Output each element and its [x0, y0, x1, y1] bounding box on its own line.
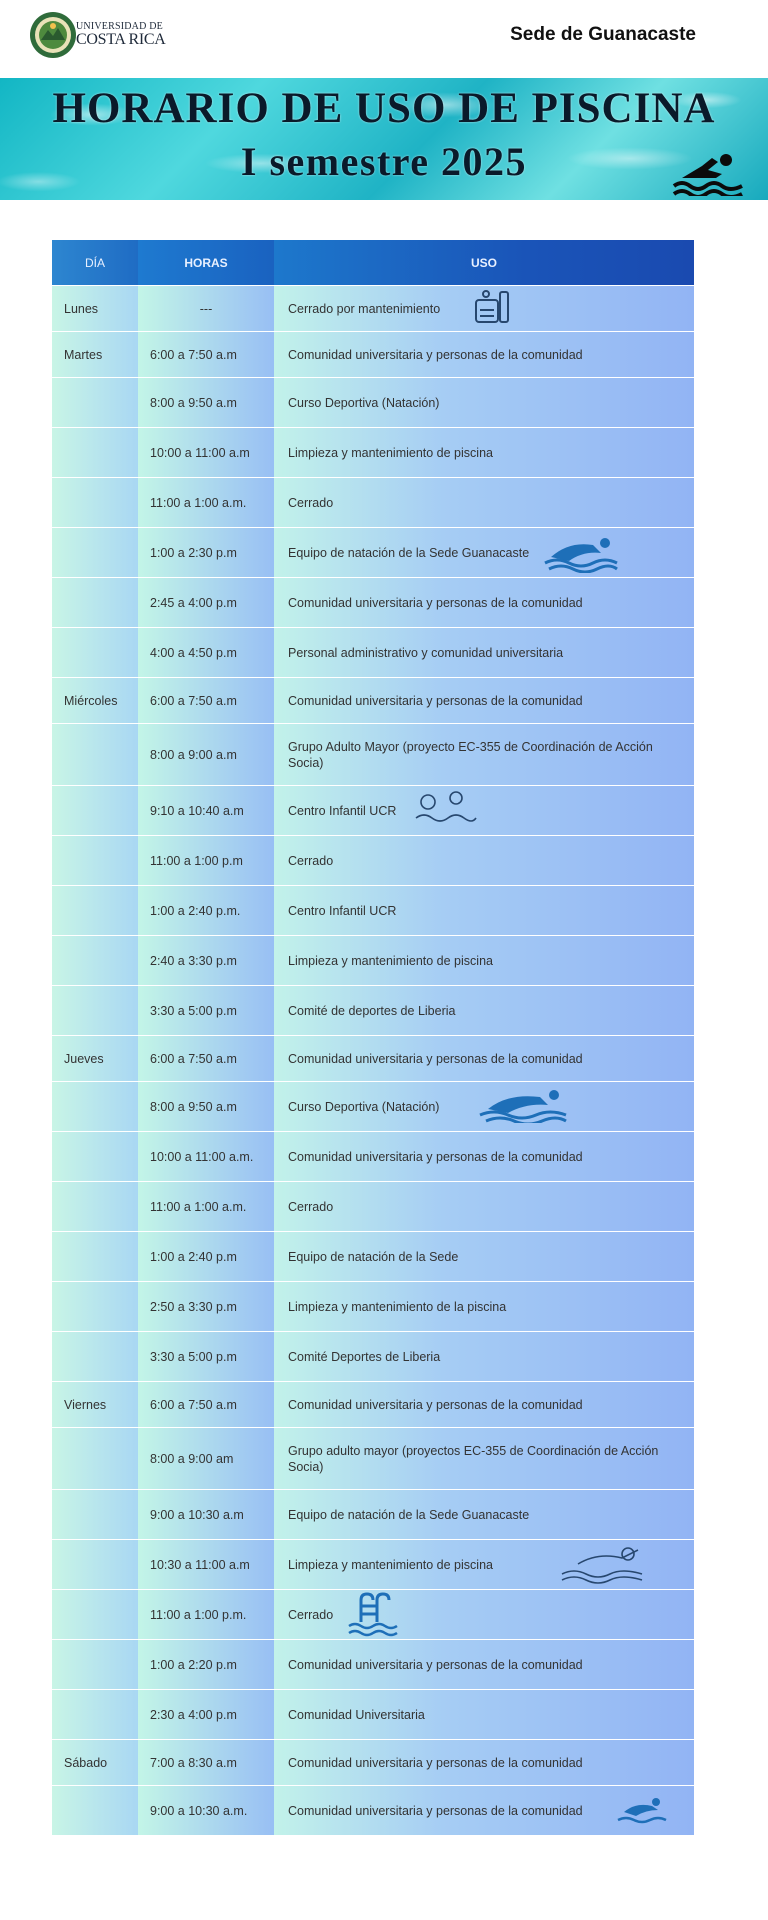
- cell-uso-text: Curso Deportiva (Natación): [288, 395, 440, 410]
- table-row: [52, 1382, 694, 1428]
- cell-dia: [52, 332, 139, 377]
- cell-dia-text: Lunes: [64, 301, 99, 316]
- table-row: [52, 936, 694, 986]
- cell-dia: [52, 428, 139, 477]
- table-row: [52, 678, 694, 724]
- cell-uso: [274, 1640, 694, 1689]
- cell-uso: [274, 478, 694, 527]
- table-row: [52, 724, 694, 786]
- column-header-dia: DÍA: [52, 240, 139, 285]
- table-row: [52, 1490, 694, 1540]
- table-row: [52, 1082, 694, 1132]
- cell-uso-text: Limpieza y mantenimiento de la piscina: [288, 1299, 507, 1314]
- cell-uso: [274, 332, 694, 377]
- cell-dia: [52, 678, 139, 723]
- cell-uso-text: Cerrado: [288, 1199, 334, 1214]
- table-row: [52, 1428, 694, 1490]
- cell-horas: [138, 1232, 275, 1281]
- cell-uso-text: Cerrado: [288, 495, 334, 510]
- cell-uso: [274, 1282, 694, 1331]
- cell-uso: [274, 1590, 694, 1639]
- cell-horas-text: 3:30 a 5:00 p.m: [150, 1349, 237, 1364]
- cell-dia: [52, 1232, 139, 1281]
- cell-uso: [274, 1428, 694, 1489]
- logo-line-2: COSTA RICA: [76, 31, 166, 48]
- cell-uso: [274, 1036, 694, 1081]
- cell-dia-text: Sábado: [64, 1755, 108, 1770]
- cell-uso-text: Cerrado: [288, 853, 334, 868]
- cell-uso-text: Comunidad universitaria y personas de la comunidad: [288, 693, 583, 708]
- cell-horas: [138, 678, 275, 723]
- cell-dia: [52, 578, 139, 627]
- cell-horas-text: 6:00 a 7:50 a.m: [150, 1397, 237, 1412]
- cell-uso-text: Comité Deportes de Liberia: [288, 1349, 441, 1364]
- cell-dia-text: Miércoles: [64, 693, 118, 708]
- table-row: [52, 1036, 694, 1082]
- cell-dia: [52, 1428, 139, 1489]
- cell-horas-text: 8:00 a 9:50 a.m: [150, 1099, 237, 1114]
- cell-uso: [274, 1182, 694, 1231]
- cell-uso-text: Curso Deportiva (Natación): [288, 1099, 440, 1114]
- cell-uso-text: Comunidad universitaria y personas de la comunidad: [288, 1803, 583, 1818]
- cell-uso-text: Comunidad universitaria y personas de la comunidad: [288, 1149, 583, 1164]
- cell-uso-text: Centro Infantil UCR: [288, 903, 397, 918]
- cell-dia: [52, 286, 139, 331]
- cell-horas: [138, 1640, 275, 1689]
- cell-horas-text: 1:00 a 2:40 p.m: [150, 1249, 237, 1264]
- table-row: [52, 836, 694, 886]
- cell-dia-text: Viernes: [64, 1397, 107, 1412]
- cell-horas-text: 7:00 a 8:30 a.m: [150, 1755, 237, 1770]
- swimmer-icon: [478, 1087, 568, 1123]
- cell-uso-text: Comunidad universitaria y personas de la comunidad: [288, 595, 583, 610]
- cell-uso-text: Personal administrativo y comunidad universitaria: [288, 645, 564, 660]
- cell-horas-text: 3:30 a 5:00 p.m: [150, 1003, 237, 1018]
- cell-uso: [274, 628, 694, 677]
- cell-horas-text: 11:00 a 1:00 a.m.: [150, 495, 247, 510]
- table-row: [52, 1282, 694, 1332]
- cell-dia: [52, 724, 139, 785]
- table-row: [52, 286, 694, 332]
- cell-dia: [52, 1082, 139, 1131]
- cell-dia: [52, 1132, 139, 1181]
- cell-horas-text: 9:00 a 10:30 a.m: [150, 1507, 244, 1522]
- cell-dia: [52, 886, 139, 935]
- cell-dia: [52, 1282, 139, 1331]
- cell-dia: [52, 1640, 139, 1689]
- cell-horas: [138, 628, 275, 677]
- cell-horas: [138, 1690, 275, 1739]
- cell-dia: [52, 986, 139, 1035]
- cell-horas-text: 2:45 a 4:00 p.m: [150, 595, 237, 610]
- table-row: [52, 786, 694, 836]
- title-banner: [0, 78, 768, 200]
- cell-dia: [52, 1540, 139, 1589]
- cell-horas: [138, 936, 275, 985]
- page-subtitle: I semestre 2025: [240, 139, 528, 184]
- cell-uso-text: Comunidad universitaria y personas de la comunidad: [288, 1657, 583, 1672]
- cell-dia: [52, 1740, 139, 1785]
- cell-horas: [138, 428, 275, 477]
- ucr-seal-icon: [28, 10, 78, 60]
- table-header: [52, 240, 694, 286]
- cell-horas: [138, 1590, 275, 1639]
- cell-horas: [138, 724, 275, 785]
- cell-horas-text: 8:00 a 9:00 a.m: [150, 747, 237, 762]
- cell-horas-text: 1:00 a 2:20 p.m: [150, 1657, 237, 1672]
- cell-dia: [52, 528, 139, 577]
- cell-dia: [52, 1690, 139, 1739]
- table-row: [52, 378, 694, 428]
- cell-horas: [138, 1786, 275, 1835]
- cell-horas: [138, 332, 275, 377]
- cell-dia: [52, 1036, 139, 1081]
- cell-horas: [138, 286, 275, 331]
- cell-uso-text: Grupo Adulto Mayor (proyecto EC-355 de Coordinación de Acción Socia): [288, 739, 653, 770]
- table-row: [52, 628, 694, 678]
- cell-uso: [274, 1232, 694, 1281]
- cell-uso: [274, 578, 694, 627]
- cell-uso: [274, 786, 694, 835]
- cell-horas-text: 9:00 a 10:30 a.m.: [150, 1803, 248, 1818]
- cell-dia: [52, 628, 139, 677]
- table-row: [52, 578, 694, 628]
- cell-dia-text: Jueves: [64, 1051, 104, 1066]
- cell-uso-text: Cerrado: [288, 1607, 334, 1622]
- cell-dia: [52, 1382, 139, 1427]
- table-row: [52, 332, 694, 378]
- cell-dia: [52, 378, 139, 427]
- cell-horas: [138, 786, 275, 835]
- column-header-horas: HORAS: [138, 240, 275, 285]
- cell-horas-text: 2:40 a 3:30 p.m: [150, 953, 237, 968]
- cell-horas: [138, 1132, 275, 1181]
- top-bar: [0, 0, 768, 78]
- cell-horas-text: 6:00 a 7:50 a.m: [150, 347, 237, 362]
- cell-horas-text: ---: [199, 301, 213, 316]
- cell-horas-text: 1:00 a 2:30 p.m: [150, 545, 237, 560]
- table-row: [52, 1640, 694, 1690]
- cell-horas-text: 10:00 a 11:00 a.m: [150, 445, 250, 460]
- cell-uso: [274, 428, 694, 477]
- cell-uso-text: Comité de deportes de Liberia: [288, 1003, 456, 1018]
- table-row: [52, 1332, 694, 1382]
- cell-horas: [138, 1182, 275, 1231]
- cell-dia-text: Martes: [64, 347, 103, 362]
- cell-uso-text: Comunidad universitaria y personas de la comunidad: [288, 1755, 583, 1770]
- cell-horas-text: 11:00 a 1:00 p.m.: [150, 1607, 247, 1622]
- cell-horas-text: 10:30 a 11:00 a.m: [150, 1557, 250, 1572]
- table-row: [52, 428, 694, 478]
- cell-horas: [138, 986, 275, 1035]
- cell-uso-text: Comunidad Universitaria: [288, 1707, 425, 1722]
- table-row: [52, 1786, 694, 1836]
- cell-horas: [138, 578, 275, 627]
- cell-horas: [138, 1036, 275, 1081]
- cell-uso: [274, 936, 694, 985]
- cell-uso: [274, 1490, 694, 1539]
- cell-horas: [138, 478, 275, 527]
- cell-dia: [52, 936, 139, 985]
- cell-uso-text: Comunidad universitaria y personas de la comunidad: [288, 1397, 583, 1412]
- cell-horas: [138, 1428, 275, 1489]
- cell-uso-text: Limpieza y mantenimiento de piscina: [288, 445, 493, 460]
- cell-horas-text: 8:00 a 9:50 a.m: [150, 395, 237, 410]
- cell-uso-text: Limpieza y mantenimiento de piscina: [288, 953, 493, 968]
- cell-uso: [274, 378, 694, 427]
- logo-line-1: UNIVERSIDAD DE: [76, 21, 163, 32]
- cell-dia: [52, 1590, 139, 1639]
- cell-uso: [274, 528, 694, 577]
- pool-ladder-icon: [347, 1592, 399, 1638]
- cell-dia: [52, 1332, 139, 1381]
- cell-horas-text: 11:00 a 1:00 a.m.: [150, 1199, 247, 1214]
- pool-cleaning-icon: [470, 288, 516, 328]
- cell-horas: [138, 886, 275, 935]
- cell-dia: [52, 1490, 139, 1539]
- cell-uso-text: Equipo de natación de la Sede Guanacaste: [288, 1507, 530, 1522]
- cell-horas: [138, 1332, 275, 1381]
- cell-horas-text: 11:00 a 1:00 p.m: [150, 853, 243, 868]
- cell-horas: [138, 378, 275, 427]
- cell-uso: [274, 886, 694, 935]
- cell-uso-text: Grupo adulto mayor (proyectos EC-355 de Coordinación de Acción Socia): [288, 1443, 659, 1474]
- cell-horas-text: 9:10 a 10:40 a.m: [150, 803, 244, 818]
- cell-dia: [52, 836, 139, 885]
- cell-uso-text: Equipo de natación de la Sede: [288, 1249, 459, 1264]
- cell-dia: [52, 786, 139, 835]
- cell-horas: [138, 836, 275, 885]
- cell-horas: [138, 1490, 275, 1539]
- cell-horas: [138, 1082, 275, 1131]
- cell-uso-text: Comunidad universitaria y personas de la comunidad: [288, 1051, 583, 1066]
- table-row: [52, 886, 694, 936]
- cell-dia: [52, 478, 139, 527]
- campus-name: Sede de Guanacaste: [510, 24, 696, 45]
- cell-horas-text: 1:00 a 2:40 p.m.: [150, 903, 241, 918]
- page-title: HORARIO DE USO DE PISCINA: [52, 85, 716, 132]
- table-row: [52, 986, 694, 1036]
- swimmer-icon: [543, 533, 619, 573]
- pool-swimmer-icon: [558, 1542, 646, 1586]
- cell-uso: [274, 1132, 694, 1181]
- cell-uso: [274, 1740, 694, 1785]
- cell-uso: [274, 678, 694, 723]
- cell-uso: [274, 986, 694, 1035]
- cell-horas-text: 10:00 a 11:00 a.m.: [150, 1149, 254, 1164]
- table-row: [52, 1690, 694, 1740]
- cell-uso: [274, 836, 694, 885]
- cell-dia: [52, 1786, 139, 1835]
- cell-uso-text: Equipo de natación de la Sede Guanacaste: [288, 545, 530, 560]
- table-row: [52, 478, 694, 528]
- cell-uso-text: Centro Infantil UCR: [288, 803, 397, 818]
- table-row: [52, 1182, 694, 1232]
- cell-uso-text: Limpieza y mantenimiento de piscina: [288, 1557, 493, 1572]
- cell-horas: [138, 1382, 275, 1427]
- cell-uso: [274, 1382, 694, 1427]
- cell-dia: [52, 1182, 139, 1231]
- cell-horas-text: 6:00 a 7:50 a.m: [150, 1051, 237, 1066]
- cell-horas-text: 6:00 a 7:50 a.m: [150, 693, 237, 708]
- children-swimming-icon: [414, 790, 478, 826]
- ucr-logo: [28, 10, 188, 66]
- cell-uso: [274, 1690, 694, 1739]
- cell-uso: [274, 724, 694, 785]
- cell-uso-text: Comunidad universitaria y personas de la comunidad: [288, 347, 583, 362]
- swimmer-icon: [616, 1794, 668, 1828]
- cell-horas: [138, 1740, 275, 1785]
- cell-horas: [138, 1282, 275, 1331]
- cell-horas: [138, 528, 275, 577]
- cell-uso-text: Cerrado por mantenimiento: [288, 301, 441, 316]
- table-row: [52, 1132, 694, 1182]
- cell-horas-text: 2:50 a 3:30 p.m: [150, 1299, 237, 1314]
- column-header-uso: USO: [274, 240, 694, 285]
- cell-uso: [274, 1332, 694, 1381]
- swimmer-icon: [672, 148, 744, 196]
- table-row: [52, 1740, 694, 1786]
- cell-horas-text: 4:00 a 4:50 p.m: [150, 645, 237, 660]
- cell-horas: [138, 1540, 275, 1589]
- table-row: [52, 1232, 694, 1282]
- cell-horas-text: 2:30 a 4:00 p.m: [150, 1707, 237, 1722]
- cell-horas-text: 8:00 a 9:00 am: [150, 1451, 234, 1466]
